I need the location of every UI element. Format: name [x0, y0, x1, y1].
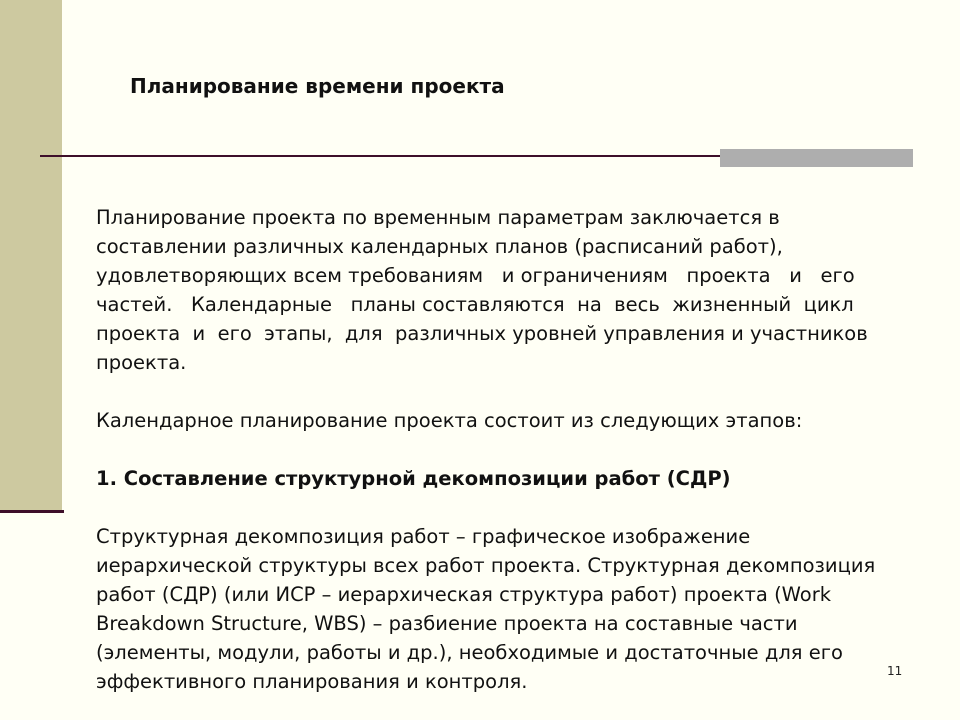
text-line: работ (СДР) (или ИСР – иерархическая структура работ) проекта (Work [96, 583, 832, 606]
paragraph-wbs-definition [96, 522, 936, 696]
text-line: проекта. [96, 351, 187, 374]
section-heading: 1. Составление структурной декомпозиции работ (СДР) [96, 467, 731, 490]
title-accent-bar [720, 149, 913, 167]
slide-body [96, 203, 936, 696]
text-line: проекта и его этапы, для различных уровней управления и участников [96, 322, 868, 345]
paragraph-intro [96, 203, 936, 377]
left-bar-bottom-rule [0, 510, 64, 513]
left-decorative-bar [0, 0, 62, 512]
text-line: Breakdown Structure, WBS) – разбиение проекта на составные части [96, 612, 798, 635]
text-line: (элементы, модули, работы и др.), необходимые и достаточные для его [96, 641, 843, 664]
text-line: Планирование проекта по временным параметрам заключается в [96, 206, 780, 229]
text-line: эффективного планирования и контроля. [96, 670, 528, 693]
text-line: Структурная декомпозиция работ – графическое изображение [96, 525, 751, 548]
text-line: иерархической структуры всех работ проекта. Структурная декомпозиция [96, 554, 876, 577]
page-number: 11 [887, 664, 903, 678]
paragraph-stages: Календарное планирование проекта состоит из следующих этапов: [96, 409, 803, 432]
slide-title: Планирование времени проекта [130, 74, 505, 98]
text-line: удовлетворяющих всем требованиям и ограничениям проекта и его [96, 264, 855, 287]
text-line: частей. Календарные планы составляются на весь жизненный цикл [96, 293, 854, 316]
text-line: составлении различных календарных планов (расписаний работ), [96, 235, 783, 258]
